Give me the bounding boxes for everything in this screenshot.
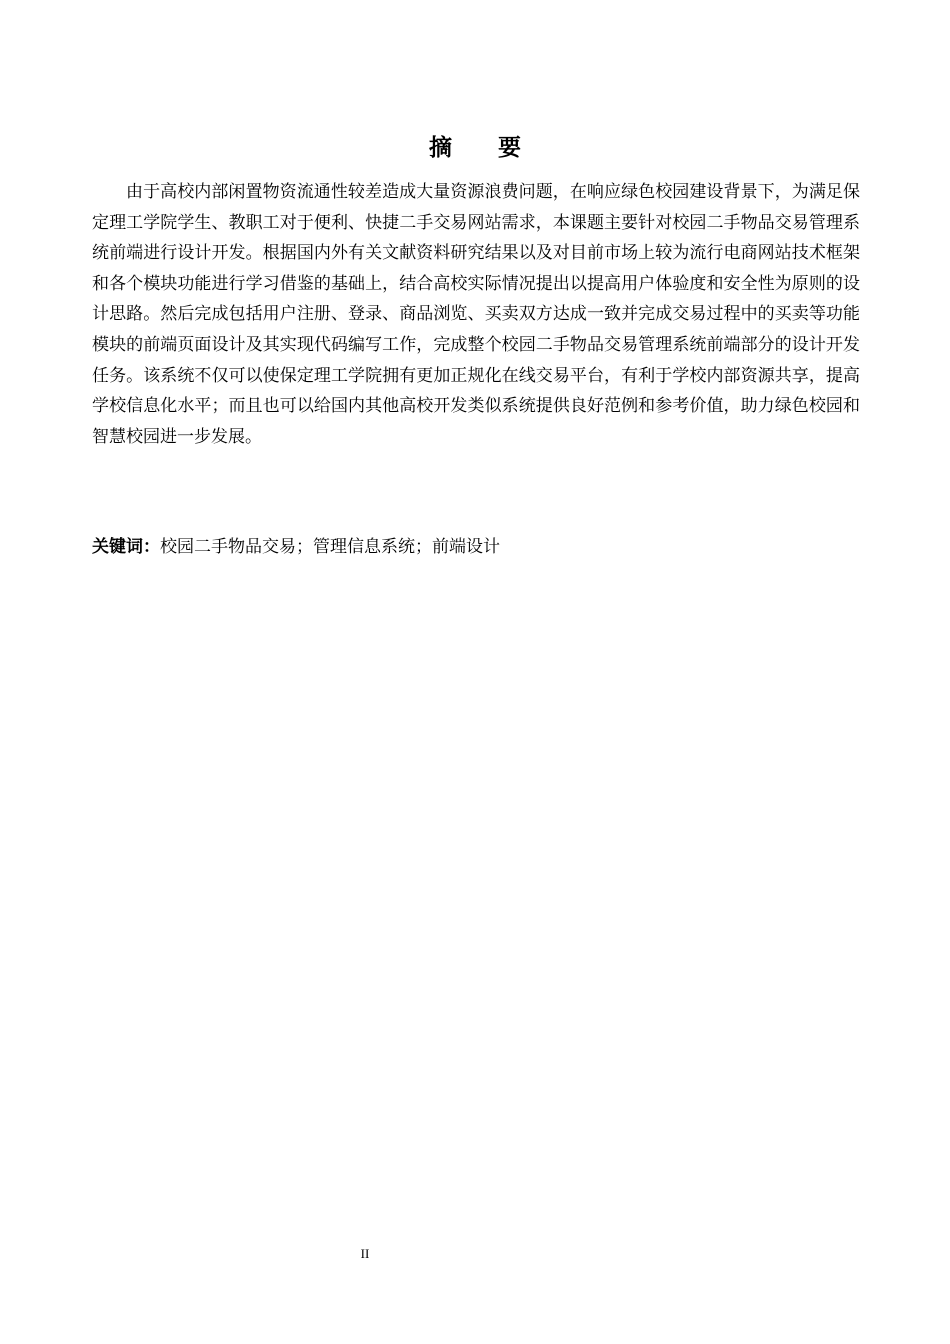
keywords-text: 校园二手物品交易；管理信息系统；前端设计 [160, 537, 500, 557]
title-char-2: 要 [498, 135, 521, 162]
abstract-body: 由于高校内部闲置物资流通性较差造成大量资源浪费问题，在响应绿色校园建设背景下，为满足保定理工学院学生、教职工对于便利、快捷二手交易网站需求，本课题主要针对校园二手物品交易管理系统前端进行设计开发。根据国内外有关文献资料研究结果以及对目前市场上较为流行电商网站技术框架和各个模块功能进行学习借鉴的基础上，结合高校实际情况提出以提高用户体验度和安全性为原则的设计思路。然后完成包括用户注册、登录、商品浏览、买卖双方达成一致并完成交易过程中的买卖等功能模块的前端页面设计及其实现代码编写工作，完成整个校园二手物品交易管理系统前端部分的设计开发任务。该系统不仅可以使保定理工学院拥有更加正规化在线交易平台，有利于学校内部资源共享，提高学校信息化水平；而且也可以给国内其他高校开发类似系统提供良好范例和参考价值，助力绿色校园和智慧校园进一步发展。 [92, 182, 860, 447]
title-char-1: 摘 [429, 135, 452, 162]
keywords-line [92, 533, 860, 561]
keywords-label: 关键词： [92, 537, 160, 557]
page-title [0, 129, 950, 162]
page-number: II [360, 1246, 370, 1261]
